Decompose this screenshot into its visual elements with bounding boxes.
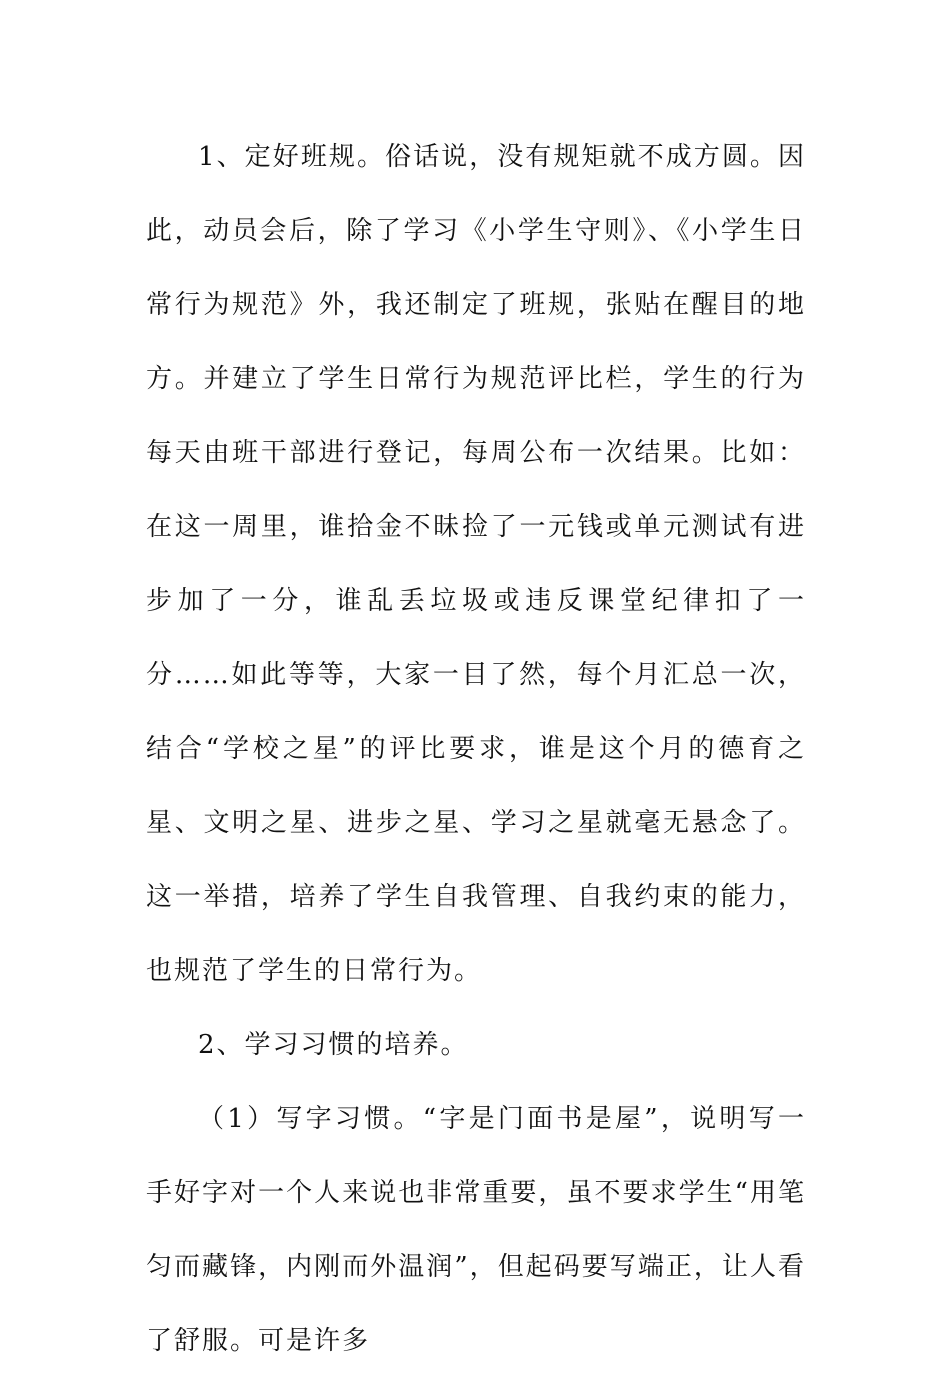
paragraph-writing-habits: （1）写字习惯。“字是门面书是屋”，说明写一手好字对一个人来说也非常重要，虽不要求学生“用笔匀而藏锋，内刚而外温润”，但起码要写端正，让人看了舒服。可是许多	[146, 1104, 806, 1356]
paragraph-study-habits-heading: 2、学习习惯的培养。	[198, 1030, 469, 1060]
paragraph-class-rules: 1、定好班规。俗话说，没有规矩就不成方圆。因此，动员会后，除了学习《小学生守则》、《小学生日常行为规范》外，我还制定了班规，张贴在醒目的地方。并建立了学生日常行为规范评比栏，学生的行为每天由班干部进行登记，每周公布一次结果。比如：在这一周里，谁拾金不昧捡了一元钱或单元测试有进步加了一分，谁乱丢垃圾或违反课堂纪律扣了一分……如此等等，大家一目了然，每个月汇总一次，结合“学校之星”的评比要求，谁是这个月的德育之星、文明之星、进步之星、学习之星就毫无悬念了。这一举措，培养了学生自我管理、自我约束的能力，也规范了学生的日常行为。	[146, 142, 806, 986]
document-body	[146, 120, 806, 1378]
